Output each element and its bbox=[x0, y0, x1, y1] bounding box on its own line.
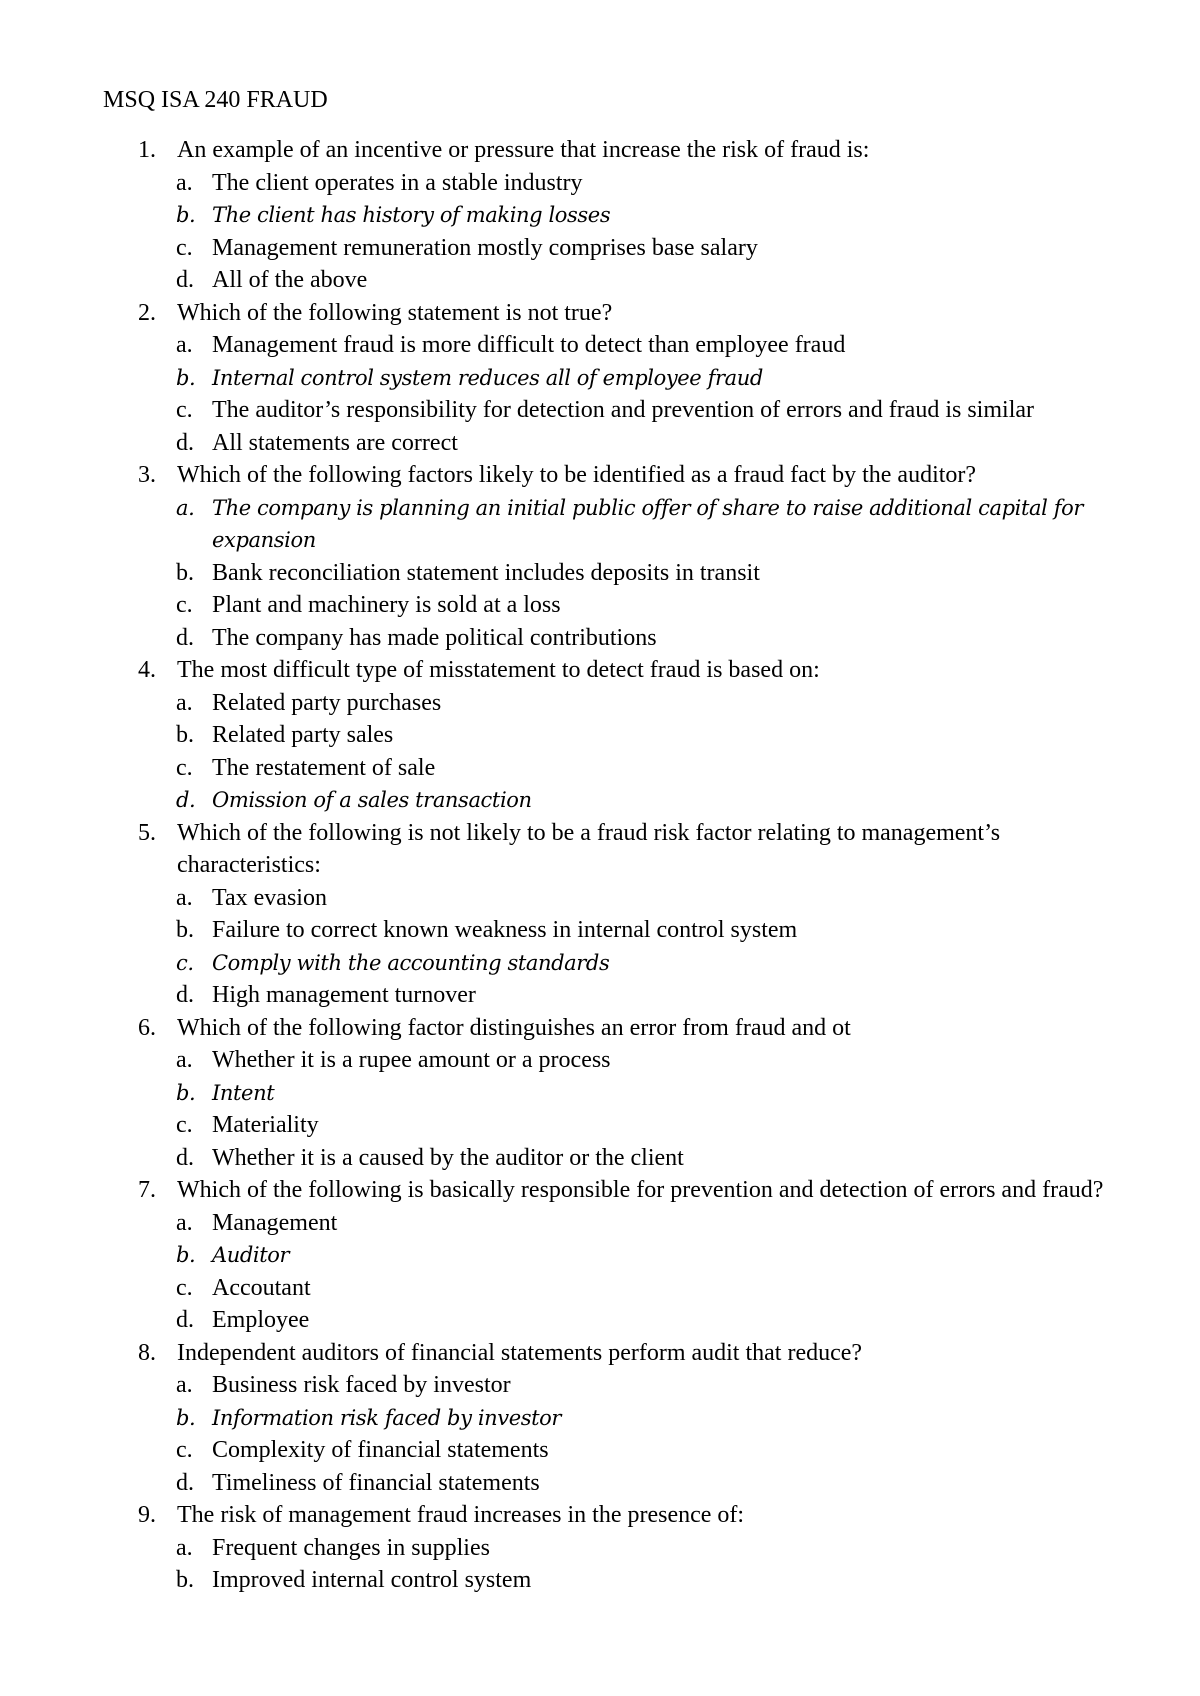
option-letter: d. bbox=[176, 1144, 194, 1171]
option-list bbox=[0, 1044, 1200, 1174]
answer-option bbox=[0, 1467, 1200, 1500]
question-item bbox=[0, 1499, 1200, 1597]
document-title: MSQ ISA 240 FRAUD bbox=[103, 87, 328, 113]
option-text: Internal control system reduces all of employee fraud bbox=[212, 365, 763, 390]
option-letter: a. bbox=[176, 1047, 193, 1073]
question-number: 9. bbox=[138, 1502, 156, 1528]
question-row bbox=[0, 1012, 1200, 1045]
option-letter: d. bbox=[176, 982, 194, 1008]
answer-option bbox=[0, 882, 1200, 915]
question-item bbox=[0, 817, 1200, 1012]
answer-option bbox=[0, 557, 1200, 590]
answer-option-highlighted bbox=[0, 947, 1200, 980]
answer-option-highlighted bbox=[0, 492, 1200, 557]
option-text: Related party purchases bbox=[212, 689, 442, 716]
question-text: An example of an incentive or pressure that increase the risk of fraud is: bbox=[177, 137, 870, 163]
option-letter: a. bbox=[176, 689, 193, 716]
question-row bbox=[0, 134, 1200, 167]
option-letter: b. bbox=[176, 1405, 196, 1430]
option-list bbox=[0, 329, 1200, 459]
option-letter: d. bbox=[176, 1307, 194, 1333]
question-row bbox=[0, 459, 1200, 492]
question-text: The risk of management fraud increases in the presence of: bbox=[177, 1502, 745, 1528]
question-text: Which of the following is basically responsible for prevention and detection of errors and fraud? bbox=[177, 1177, 1104, 1203]
question-text: Which of the following factor distinguishes an error from fraud and ot bbox=[177, 1014, 851, 1041]
answer-option bbox=[0, 589, 1200, 622]
answer-option bbox=[0, 427, 1200, 460]
answer-option-highlighted bbox=[0, 362, 1200, 395]
option-text: All of the above bbox=[212, 267, 368, 293]
option-letter: d. bbox=[176, 429, 194, 456]
option-text: The company is planning an initial public offer of share to raise additional capital for expansion bbox=[212, 495, 1083, 552]
option-letter: c. bbox=[176, 397, 193, 423]
question-item bbox=[0, 654, 1200, 817]
question-item bbox=[0, 1012, 1200, 1175]
option-letter: a. bbox=[176, 1534, 193, 1561]
option-text: Information risk faced by investor bbox=[212, 1405, 562, 1430]
option-text: All statements are correct bbox=[212, 429, 458, 456]
option-text: The restatement of sale bbox=[212, 754, 436, 781]
question-row bbox=[0, 1499, 1200, 1532]
answer-option bbox=[0, 1532, 1200, 1565]
option-text: High management turnover bbox=[212, 982, 476, 1008]
option-letter: a. bbox=[176, 169, 193, 196]
option-text: Tax evasion bbox=[212, 884, 327, 911]
option-letter: c. bbox=[176, 234, 193, 261]
option-text: Management remuneration mostly comprises base salary bbox=[212, 234, 758, 261]
option-text: Materiality bbox=[212, 1112, 319, 1138]
option-letter: a. bbox=[176, 332, 193, 358]
option-text: Failure to correct known weakness in internal control system bbox=[212, 917, 798, 943]
question-list bbox=[0, 134, 1200, 1597]
answer-option-highlighted bbox=[0, 199, 1200, 232]
answer-option bbox=[0, 1207, 1200, 1240]
answer-option bbox=[0, 1304, 1200, 1337]
answer-option bbox=[0, 1109, 1200, 1142]
option-text: Omission of a sales transaction bbox=[212, 788, 532, 812]
option-text: Timeliness of financial statements bbox=[212, 1469, 540, 1496]
question-item bbox=[0, 1337, 1200, 1500]
option-text: Complexity of financial statements bbox=[212, 1437, 549, 1463]
option-letter: b. bbox=[176, 1567, 194, 1593]
option-letter: a. bbox=[176, 884, 193, 911]
option-letter: c. bbox=[176, 1437, 193, 1463]
option-text: Bank reconciliation statement includes deposits in transit bbox=[212, 559, 760, 586]
option-letter: c. bbox=[176, 754, 193, 781]
option-list bbox=[0, 167, 1200, 297]
option-text: Management bbox=[212, 1209, 338, 1236]
question-number: 5. bbox=[138, 819, 156, 846]
question-row bbox=[0, 1337, 1200, 1370]
option-list bbox=[0, 1532, 1200, 1597]
option-text: Business risk faced by investor bbox=[212, 1372, 511, 1398]
option-letter: d. bbox=[176, 788, 196, 812]
option-letter: a. bbox=[176, 1209, 193, 1236]
option-letter: b. bbox=[176, 1243, 196, 1267]
answer-option bbox=[0, 719, 1200, 752]
option-letter: a. bbox=[176, 495, 195, 520]
question-text: Which of the following factors likely to be identified as a fraud fact by the auditor? bbox=[177, 462, 977, 488]
option-text: Improved internal control system bbox=[212, 1567, 532, 1593]
answer-option bbox=[0, 394, 1200, 427]
question-number: 4. bbox=[138, 657, 156, 683]
answer-option bbox=[0, 979, 1200, 1012]
option-text: The client has history of making losses bbox=[212, 203, 611, 227]
answer-option bbox=[0, 329, 1200, 362]
option-text: The client operates in a stable industry bbox=[212, 169, 583, 196]
answer-option bbox=[0, 232, 1200, 265]
option-letter: d. bbox=[176, 267, 194, 293]
question-item bbox=[0, 297, 1200, 460]
answer-option bbox=[0, 264, 1200, 297]
question-row bbox=[0, 817, 1200, 882]
question-text: Which of the following is not likely to be a fraud risk factor relating to management’s characteristics: bbox=[177, 819, 1001, 878]
answer-option bbox=[0, 1369, 1200, 1402]
option-letter: a. bbox=[176, 1372, 193, 1398]
answer-option-highlighted bbox=[0, 784, 1200, 817]
question-text: Which of the following statement is not true? bbox=[177, 299, 613, 326]
question-number: 3. bbox=[138, 462, 156, 488]
question-number: 6. bbox=[138, 1014, 156, 1041]
option-letter: d. bbox=[176, 1469, 194, 1496]
question-item bbox=[0, 459, 1200, 654]
option-letter: c. bbox=[176, 1112, 193, 1138]
question-row bbox=[0, 297, 1200, 330]
option-letter: b. bbox=[176, 1080, 196, 1105]
option-text: Plant and machinery is sold at a loss bbox=[212, 592, 561, 618]
option-letter: b. bbox=[176, 365, 196, 390]
option-text: Whether it is a rupee amount or a process bbox=[212, 1047, 611, 1073]
option-letter: d. bbox=[176, 624, 194, 651]
option-text: The company has made political contributions bbox=[212, 624, 657, 651]
option-text: Related party sales bbox=[212, 722, 394, 748]
option-letter: c. bbox=[176, 592, 193, 618]
answer-option bbox=[0, 687, 1200, 720]
option-text: Accoutant bbox=[212, 1274, 311, 1301]
option-list bbox=[0, 1207, 1200, 1337]
question-item bbox=[0, 1174, 1200, 1337]
answer-option-highlighted bbox=[0, 1239, 1200, 1272]
option-letter: b. bbox=[176, 722, 194, 748]
answer-option bbox=[0, 914, 1200, 947]
answer-option bbox=[0, 1272, 1200, 1305]
answer-option bbox=[0, 1044, 1200, 1077]
answer-option bbox=[0, 1142, 1200, 1175]
answer-option bbox=[0, 622, 1200, 655]
question-text: The most difficult type of misstatement to detect fraud is based on: bbox=[177, 657, 820, 683]
answer-option-highlighted bbox=[0, 1077, 1200, 1110]
option-text: Intent bbox=[212, 1080, 275, 1105]
option-text: The auditor’s responsibility for detection and prevention of errors and fraud is similar bbox=[212, 397, 1034, 423]
answer-option bbox=[0, 752, 1200, 785]
option-text: Whether it is a caused by the auditor or the client bbox=[212, 1144, 684, 1171]
option-letter: c. bbox=[176, 1274, 193, 1301]
answer-option bbox=[0, 1434, 1200, 1467]
option-text: Comply with the accounting standards bbox=[212, 950, 610, 975]
option-text: Frequent changes in supplies bbox=[212, 1534, 490, 1561]
question-text: Independent auditors of financial statements perform audit that reduce? bbox=[177, 1339, 863, 1366]
option-list bbox=[0, 687, 1200, 817]
question-row bbox=[0, 654, 1200, 687]
option-text: Auditor bbox=[212, 1243, 290, 1267]
question-number: 8. bbox=[138, 1339, 156, 1366]
question-item bbox=[0, 134, 1200, 297]
question-row bbox=[0, 1174, 1200, 1207]
answer-option-highlighted bbox=[0, 1402, 1200, 1435]
option-list bbox=[0, 492, 1200, 655]
option-letter: b. bbox=[176, 203, 196, 227]
question-number: 2. bbox=[138, 299, 156, 326]
question-number: 7. bbox=[138, 1177, 156, 1203]
option-text: Employee bbox=[212, 1307, 310, 1333]
question-number: 1. bbox=[138, 137, 156, 163]
option-letter: b. bbox=[176, 917, 194, 943]
option-list bbox=[0, 882, 1200, 1012]
option-list bbox=[0, 1369, 1200, 1499]
answer-option bbox=[0, 167, 1200, 200]
option-text: Management fraud is more difficult to detect than employee fraud bbox=[212, 332, 846, 358]
option-letter: c. bbox=[176, 950, 194, 975]
answer-option bbox=[0, 1564, 1200, 1597]
option-letter: b. bbox=[176, 559, 194, 586]
